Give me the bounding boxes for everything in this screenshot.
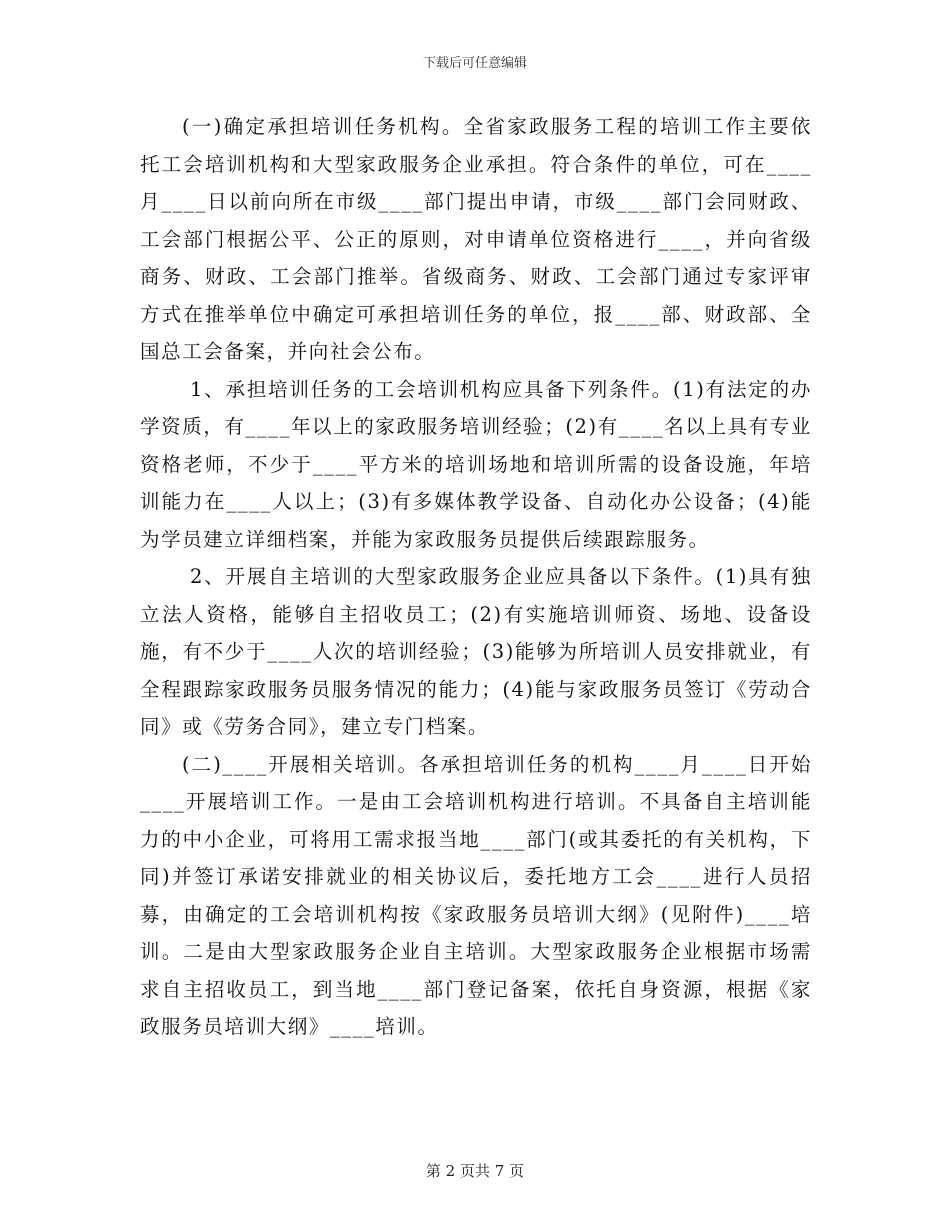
page-footer: 第 2 页共 7 页 — [425, 1162, 525, 1180]
paragraph-section-1: (一)确定承担培训任务机构。全省家政服务工程的培训工作主要依托工会培训机构和大型家政服务企业承担。符合条件的单位，可在____月____日以前向所在市级____部门提出申请，市级____部门会同财政、工会部门根据公平、公正的原则，对申请单位资格进行____，并向省级商务、财政、工会部门推举。省级商务、财政、工会部门通过专家评审方式在推举单位中确定可承担培训任务的单位，报____部、财政部、全国总工会备案，并向社会公布。 — [140, 115, 812, 363]
document-body — [140, 108, 812, 1046]
paragraph-item-1: 1、承担培训任务的工会培训机构应具备下列条件。(1)有法定的办学资质，有____年以上的家政服务培训经验；(2)有____名以上具有专业资格老师，不少于____平方米的培训场地和培训所需的设备设施，年培训能力在____人以上；(3)有多媒体教学设备、自动化办公设备；(4)能为学员建立详细档案，并能为家政服务员提供后续跟踪服务。 — [140, 377, 812, 551]
paragraph-item-2: 2、开展自主培训的大型家政服务企业应具备以下条件。(1)具有独立法人资格，能够自主招收员工；(2)有实施培训师资、场地、设备设施，有不少于____人次的培训经验；(3)能够为所培训人员安排就业，有全程跟踪家政服务员服务情况的能力；(4)能与家政服务员签订《劳动合同》或《劳务合同》，建立专门档案。 — [140, 565, 812, 738]
page-header: 下载后可任意编辑 — [422, 56, 527, 71]
paragraph-section-2: (二)____开展相关培训。各承担培训任务的机构____月____日开始____开展培训工作。一是由工会培训机构进行培训。不具备自主培训能力的中小企业，可将用工需求报当地____部门(或其委托的有关机构，下同)并签订承诺安排就业的相关协议后，委托地方工会____进行人员招募，由确定的工会培训机构按《家政服务员培训大纲》(见附件)____培训。二是由大型家政服务企业自主培训。大型家政服务企业根据市场需求自主招收员工，到当地____部门登记备案，依托自身资源，根据《家政服务员培训大纲》____培训。 — [140, 752, 812, 1038]
